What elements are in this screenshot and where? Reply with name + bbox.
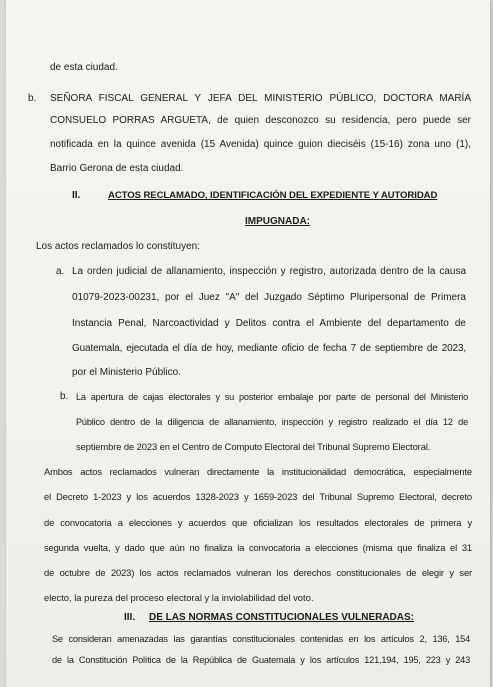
document-page bbox=[6, 0, 490, 687]
act-b-line-2: Público dentro de la diligencia de allanamiento, inspección y registro realizado el día 12 de bbox=[76, 417, 468, 427]
act-a-line-3: Instancia Penal, Narcoactividad y Delitos contra el Ambiente del departamento de bbox=[72, 318, 466, 329]
norms-line-1: Se consideran amenazadas las garantías constitucionales contenidas en los artículos 2, 136, 154 bbox=[52, 634, 470, 644]
section-2-title-cont: IMPUGNADA: bbox=[245, 216, 310, 227]
paragraph-line-6: electo, la pureza del proceso electoral y la inviolabilidad del voto. bbox=[44, 592, 314, 603]
act-a-line-4: Guatemala, ejecutada el día de hoy, mediante oficio de fecha 7 de septiembre de 2023, bbox=[72, 343, 466, 354]
paragraph-line-1: Ambos actos reclamados vulneran directamente la institucionalidad democrática, especialmente bbox=[44, 466, 472, 477]
act-b-line-3: septiembre de 2023 en el Centro de Computo Electoral del Tribunal Supremo Electoral. bbox=[76, 441, 431, 452]
paragraph-line-4: segunda vuelta, y dado que aún no finaliza la convocatoria a elecciones (misma que finaliza el 31 bbox=[44, 542, 472, 553]
act-b-marker: b. bbox=[60, 391, 69, 402]
intro-tail-text: de esta ciudad. bbox=[50, 62, 118, 73]
item-b-marker: b. bbox=[28, 93, 37, 104]
item-b-line-1: SEÑORA FISCAL GENERAL Y JEFA DEL MINISTERIO PÚBLICO, DOCTORA MARÍA bbox=[50, 93, 471, 104]
act-a-marker: a. bbox=[56, 266, 65, 277]
act-a-line-2: 01079-2023-00231, por el Juez "A" del Juzgado Séptimo Pluripersonal de Primera bbox=[72, 292, 466, 303]
section-3-title: DE LAS NORMAS CONSTITUCIONALES VULNERADAS: bbox=[149, 612, 415, 623]
section-2-numeral: II. bbox=[72, 190, 81, 201]
paragraph-line-3: de convocatoria a elecciones y acuerdos que oficializan los resultados electorales de primera y bbox=[44, 517, 472, 528]
norms-line-2: de la Constitución Política de la República de Guatemala y los artículos 121,194, 195, 223 y 243 bbox=[52, 655, 470, 665]
acts-intro: Los actos reclamados lo constituyen: bbox=[36, 241, 200, 252]
item-b-line-3: notificada en la quince avenida (15 Avenida) quince guion dieciséis (15-16) zona uno (1), bbox=[50, 139, 471, 150]
paragraph-line-2: el Decreto 1-2023 y los acuerdos 1328-2023 y 1659-2023 del Tribunal Supremo Electoral, decreto bbox=[44, 491, 472, 502]
section-3-numeral: III. bbox=[124, 612, 136, 623]
act-b-line-1: La apertura de cajas electorales y su posterior embalaje por parte de personal del Ministerio bbox=[76, 392, 468, 402]
act-a-line-5: por el Ministerio Público. bbox=[72, 367, 181, 378]
section-2-title: ACTOS RECLAMADO, IDENTIFICACIÓN DEL EXPEDIENTE Y AUTORIDAD bbox=[108, 190, 438, 201]
item-b-line-2: CONSUELO PORRAS ARGUETA, de quien desconozco su residencia, pero puede ser bbox=[50, 115, 471, 126]
item-b-line-4: Barrio Gerona de esta ciudad. bbox=[50, 163, 184, 174]
paragraph-line-5: de octubre de 2023) los actos reclamados vulneran los derechos constitucionales de elegir y ser bbox=[44, 567, 472, 578]
act-a-line-1: La orden judicial de allanamiento, inspección y registro, autorizada dentro de la causa bbox=[72, 266, 466, 277]
